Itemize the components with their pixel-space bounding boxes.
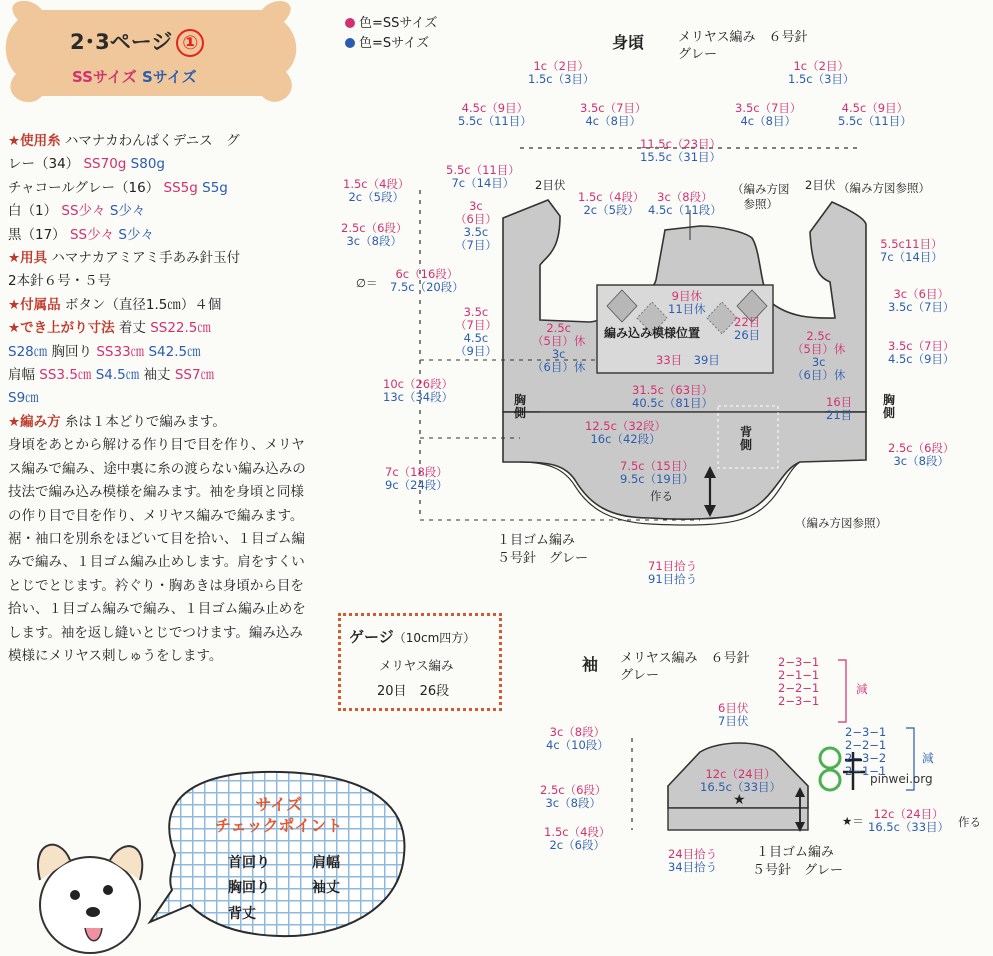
sleeve-v-1: 3c（8段） 4c（10段）	[546, 725, 609, 752]
motif-height: 22目 26目	[734, 315, 761, 342]
check-length: 背丈	[228, 906, 256, 922]
body-v-3: 6c（16段） 7.5c（20段）	[390, 267, 464, 294]
dog-illustration	[38, 845, 142, 953]
body-right-arm: 3c（6目） 3.5c（7目）	[888, 287, 955, 314]
sleeve-top: 6目伏 7目伏	[718, 701, 749, 728]
body-right-bottom: 2.5c（6段） 3c（8段）	[888, 441, 955, 468]
sleeve-dec-label-s: 減	[922, 751, 934, 765]
instructions: ★使用糸 ハマナカわんぱくデニス グ レー（34） SS70g S80g チャコールグレー（16） SS5g S5g 白（1） SS少々 S少々 黒（17） SS少々 S少々 ★用具 ハマナカアミアミ手あみ針玉付 2本針６号・５号 ★付属品 ボタン（直径1.5㎝）４個 ★でき上がり寸法 着丈 SS22.5㎝ S28㎝ 胸回り SS33㎝ S42.5㎝ 肩幅 SS3.5㎝ S4.5㎝ 袖丈 SS7㎝ S9㎝ ★編み方 糸は１本どりで編みます。 身頃をあとから解ける作り目で目を作り、メリヤス編みで編み、途中裏に糸の渡らない編み込みの技法で編み込み模様を編みます。袖を身頃と同様の作り目で目を作り、メリヤス編みで編みます。裾・袖口を別糸をほどいて目を拾い、１目ゴム編みで編み、１目ゴム編み止めします。肩をすくいとじでとじます。衿ぐり・胸あきは身頃から目を拾い、１目ゴム編みで編み、１目ゴム編み止めをします。袖を返し縫いとじでつけます。編み込み模様にメリヤス刺しゅうをします。	[8, 130, 310, 668]
star-make: 作る	[958, 815, 981, 829]
legend-ss: 色=SSサイズ	[345, 12, 437, 31]
sleeve-dec-s: 2−3−1 2−2−1 2−3−2 2−1−1	[845, 725, 887, 778]
body-v-2: 2.5c（6段） 3c（8段）	[341, 221, 408, 248]
check-chest: 胸回り	[228, 880, 270, 896]
body-back-length: 12.5c（32段） 16c（42段）	[585, 419, 667, 446]
body-rib: １目ゴム編み	[497, 533, 576, 548]
body-ref-chart-1: （編み方図 参照）	[732, 182, 790, 211]
method-body: 身頃をあとから解ける作り目で目を作り、メリヤス編みで編み、途中裏に糸の渡らない編み込みの技法で編み込み模様を編みます。袖を身頃と同様の作り目で目を作り、メリヤス編みで編みます。裾・袖口を別糸をほどいて目を拾い、１目ゴム編みで編み、１目ゴム編み止めします。肩をすくいとじでとじます。衿ぐり・胸あきは身頃から目を拾い、１目ゴム編みで編み、１目ゴム編み止めをします。袖を返し縫いとじでつけます。編み込み模様にメリヤス刺しゅうをします。	[8, 437, 306, 664]
body-top-left-3: 3.5c（7目） 4c（8目）	[580, 101, 647, 128]
sleeve-cuff-shape	[668, 808, 808, 830]
body-chest-width: 31.5c（63目） 40.5c（81目）	[632, 383, 714, 410]
body-hem-cast: 7.5c（15目） 9.5c（19目）	[620, 459, 694, 486]
body-v-5: 7c（18段） 9c（24段）	[385, 465, 448, 492]
check-sleeve: 袖丈	[312, 880, 340, 896]
motif-width: 33目 39目	[656, 353, 720, 367]
body-right-rest: 2.5c （5目）休 3c （6目）休	[792, 329, 846, 382]
sleeve-rib: １目ゴム編み	[756, 845, 835, 860]
body-bind-off-right: 2目伏	[805, 178, 836, 192]
motif-position: 編み込み模様位置	[604, 326, 701, 340]
sleeve-pick-up: 24目拾う 34目拾う	[668, 847, 718, 874]
checkpoint-title: サイズ チェックポイント	[215, 795, 343, 835]
chest-side-left: 胸側	[513, 393, 526, 420]
watermark-text: pinwei.org	[870, 772, 933, 786]
body-pick-up: 71目拾う 91目拾う	[648, 559, 698, 586]
body-v-1: 1.5c（4段） 2c（5段）	[343, 177, 410, 204]
motif-rest-ss: 9目休 11目休	[668, 289, 706, 316]
body-neck-center: 3c（8段） 4.5c（11段）	[648, 190, 722, 217]
sleeve-v-2: 2.5c（6段） 3c（8段）	[540, 783, 607, 810]
page-number-badge: ①	[176, 29, 204, 57]
body-v-3-prefix: ∅＝	[356, 276, 378, 290]
back-side: 背側	[739, 425, 752, 452]
body-top-right-2: 4.5c（9目） 5.5c（11目）	[838, 101, 912, 128]
sleeve-desc: メリヤス編み ６号針	[620, 651, 750, 666]
body-top-right-3: 3.5c（7目） 4c（8目）	[735, 101, 802, 128]
body-top-center: 11.5c（23目） 15.5c（31目）	[640, 137, 722, 164]
body-right-count: 16目 21目	[826, 395, 853, 422]
body-make: 作る	[650, 489, 673, 503]
body-color: グレー	[678, 47, 718, 62]
body-bind-off-left: 2目伏	[535, 178, 566, 192]
body-right-side: 3.5c（7目） 4.5c（9目）	[888, 339, 955, 366]
body-neck-left: 5.5c（11目） 7c（14目）	[446, 163, 520, 190]
star-note: 12c（24目） 16.5c（33目）	[868, 807, 950, 834]
body-top-left-2: 4.5c（9目） 5.5c（11目）	[458, 101, 532, 128]
gauge-box: ゲージ（10cm四方） メリヤス編み 20目 26段	[338, 613, 502, 711]
sleeve-dec-label-ss: 減	[856, 682, 868, 696]
body-title: 身頃	[612, 33, 645, 52]
body-ref-chart-3: （編み方図参照）	[795, 516, 887, 530]
page-title: 2･3ページ ①	[70, 26, 204, 57]
body-left-rest: 2.5c （5目）休 3c （6目）休	[532, 321, 586, 374]
body-top-right-1: 1c（2目） 1.5c（3目）	[788, 59, 855, 86]
body-top-left-1: 1c（2目） 1.5c（3目）	[528, 59, 595, 86]
body-rib-needle: ５号針 グレー	[497, 551, 589, 566]
star-icon: ★	[733, 792, 746, 808]
check-neck: 首回り	[228, 855, 270, 871]
sleeve-rib-needle: ５号針 グレー	[752, 863, 844, 878]
body-neck-rows: 1.5c（4段） 2c（5段）	[578, 190, 645, 217]
chest-side-right: 胸側	[882, 393, 895, 420]
star-note-prefix: ★＝	[842, 814, 864, 828]
body-left-stitches: 3.5c （7目） 4.5c （9目）	[455, 305, 497, 358]
sleeve-color: グレー	[620, 668, 660, 683]
body-right-neck: 5.5c11目） 7c（14目）	[880, 237, 943, 264]
check-shoulder: 肩幅	[312, 855, 340, 871]
sleeve-width: 12c（24目） 16.5c（33目）	[700, 767, 782, 794]
sleeve-v-3: 1.5c（4段） 2c（6段）	[544, 825, 611, 852]
body-neck-stitches: 3c （6目） 3.5c （7目）	[455, 199, 497, 252]
body-ref-chart-2: （編み方図参照）	[838, 181, 930, 195]
body-v-4: 10c（26段） 13c（34段）	[383, 377, 454, 404]
legend-s: 色=Sサイズ	[345, 32, 429, 51]
sleeve-title: 袖	[582, 655, 599, 674]
body-desc: メリヤス編み ６号針	[678, 30, 808, 45]
sleeve-dec-ss: 2−3−1 2−1−1 2−2−1 2−3−1	[778, 655, 820, 708]
size-legend: SSサイズ Sサイズ	[72, 68, 197, 86]
